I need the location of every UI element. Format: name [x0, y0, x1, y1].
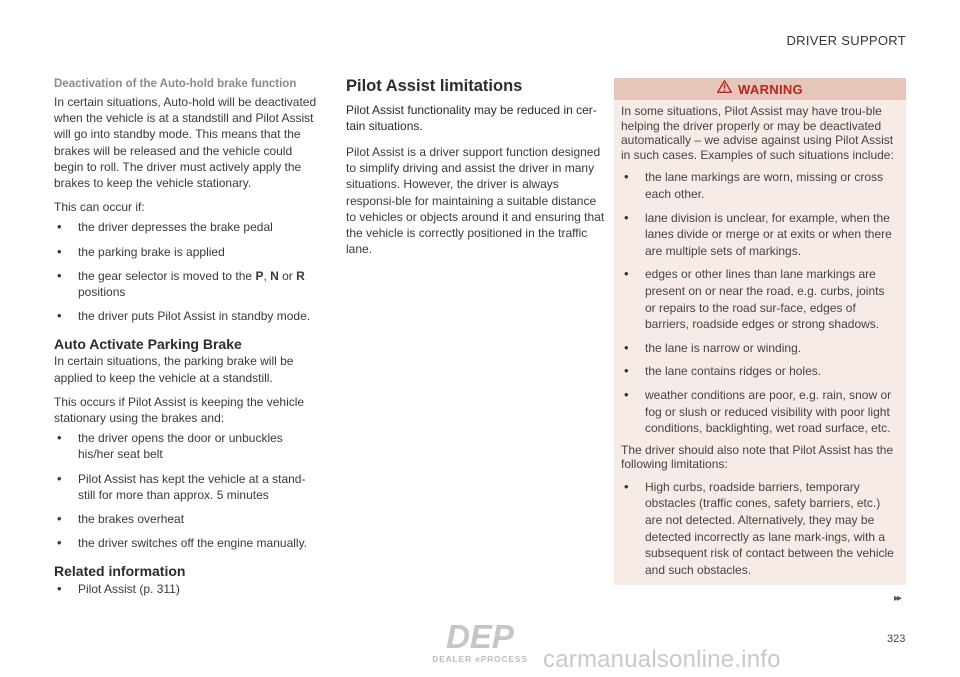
logo-subtitle: DEALER ePROCESS — [432, 654, 528, 664]
warning-limitations-list — [621, 479, 898, 579]
subheading-autohold: Deactivation of the Auto-hold brake function — [54, 78, 297, 90]
dealer-eprocess-logo — [414, 618, 546, 664]
parking-brake-conditions-list — [54, 430, 322, 551]
list-item: • weather conditions are poor, e.g. rain, snow or fog or slush or reduced visibility with poor light conditions, backlighting, wet road surface, etc. — [621, 387, 898, 437]
occur-text: This can occur if: — [54, 200, 145, 215]
list-item: • the parking brake is applied — [54, 244, 322, 260]
list-item: • the driver opens the door or unbuckles his/her seat belt — [54, 430, 322, 462]
watermark-text: carmanualsonline.info — [543, 646, 781, 673]
list-item: • the lane contains ridges or holes. — [621, 363, 898, 380]
page-number: 323 — [887, 633, 906, 645]
warning-header — [614, 78, 906, 100]
logo-mark: DEP — [446, 618, 514, 655]
section-header: DRIVER SUPPORT — [786, 33, 906, 48]
warning-intro: In some situations, Pilot Assist may have trou-ble helping the driver properly or may be deactivated automatically – we advise against using Pilot Assist in such cases. Examples of such situations include: — [621, 104, 894, 162]
related-link-pilot-assist[interactable]: • Pilot Assist (p. 311) — [54, 581, 322, 597]
parking-brake-occurs: This occurs if Pilot Assist is keeping the vehicle stationary using the brakes and: — [54, 394, 305, 426]
parking-brake-intro: In certain situations, the parking brake will be applied to keep the vehicle at a standstill. — [54, 354, 294, 385]
related-information-title: Related information — [54, 563, 186, 580]
list-item: • the brakes overheat — [54, 511, 322, 527]
section-title-parking-brake: Auto Activate Parking Brake — [54, 336, 242, 353]
page-title: Pilot Assist limitations — [346, 77, 523, 95]
column-left — [54, 78, 322, 598]
warning-triangle-icon — [717, 80, 732, 98]
autohold-intro: In certain situations, Auto-hold will be deactivated when the vehicle is at a standstill and Pilot Assist will go into standby mode. This means that the brakes will be released and the vehicle could begin to roll. The driver must actively apply the brakes to keep the vehicle stationary. — [54, 95, 317, 191]
list-item: • the driver depresses the brake pedal — [54, 219, 322, 235]
warning-note: The driver should also note that Pilot Assist has the following limitations: — [621, 442, 894, 472]
body-text: Pilot Assist is a driver support function designed to simplify driving and assist the driver in many situations. However, the driver is always responsi-ble for maintaining a suitable distance to vehicles or objects around it and ensuring that the vehicle is correctly positioned in the traffic lane. — [346, 145, 605, 257]
related-links-list — [54, 581, 322, 597]
column-middle — [346, 78, 608, 257]
lead-text: Pilot Assist functionality may be reduced in cer-tain situations. — [346, 103, 597, 133]
list-item: • High curbs, roadside barriers, temporary obstacles (traffic cones, safety barriers, etc.) are not detected. Alternatively, they may be detected incorrectly as lane mark-ings, with a subsequent risk of contact between the vehicle and such obstacles. — [621, 479, 898, 579]
continue-marker: ▸▸ — [894, 593, 901, 604]
warning-box — [614, 78, 906, 585]
list-item: • edges or other lines than lane markings are present on or near the road, e.g. curbs, joints or repairs to the road sur-face, edges of barriers, roadside edges or strong shadows. — [621, 266, 898, 332]
list-item: • the driver switches off the engine manually. — [54, 535, 322, 551]
list-item: • the lane markings are worn, missing or cross each other. — [621, 169, 898, 202]
list-item: • the gear selector is moved to the P, N or R positions — [54, 268, 322, 300]
list-item: • Pilot Assist has kept the vehicle at a stand-still for more than approx. 5 minutes — [54, 471, 322, 503]
warning-body — [614, 100, 906, 578]
list-item: • the lane is narrow or winding. — [621, 340, 898, 357]
autohold-conditions-list — [54, 219, 322, 324]
list-item: • the driver puts Pilot Assist in standby mode. — [54, 308, 322, 324]
list-item: • lane division is unclear, for example, when the lanes divide or merge or at exits or when there are multiple sets of markings. — [621, 210, 898, 260]
warning-situations-list — [621, 169, 898, 436]
warning-title: WARNING — [738, 81, 803, 97]
